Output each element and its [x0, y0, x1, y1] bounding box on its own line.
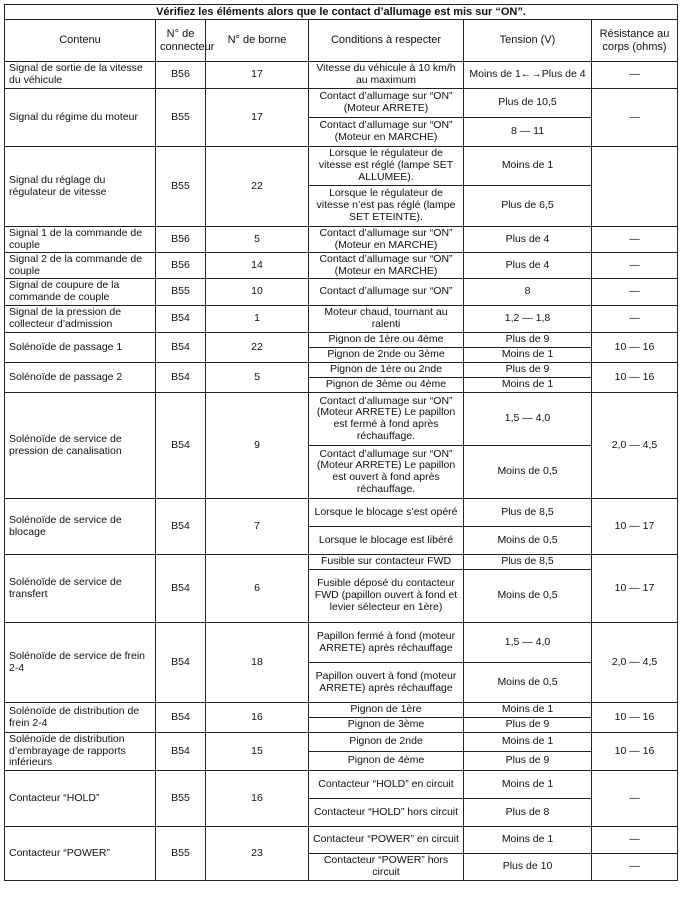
cell-conditions: Pignon de 1ère	[309, 703, 464, 718]
cell-tension: 1,5 — 4,0	[464, 623, 592, 663]
cell-tension: 1,2 — 1,8	[464, 306, 592, 333]
cell-borne: 17	[206, 89, 309, 147]
cell-resistance: —	[592, 279, 678, 306]
cell-conditions: Contact d’allumage sur “ON”	[309, 279, 464, 306]
spec-table	[4, 4, 678, 881]
cell-conditions: Moteur chaud, tournant au ralenti	[309, 306, 464, 333]
cell-conditions: Contact d’allumage sur “ON” (Moteur ARRETE)	[309, 89, 464, 118]
cell-tension: Plus de 8,5	[464, 555, 592, 570]
cell-tension: Moins de 1	[464, 771, 592, 799]
table-row	[5, 227, 678, 253]
cell-connecteur: B54	[156, 333, 206, 363]
cell-conditions: Pignon de 2nde	[309, 733, 464, 752]
cell-contenu: Solénoïde de service de blocage	[5, 499, 156, 555]
cell-connecteur: B56	[156, 227, 206, 253]
table-row	[5, 733, 678, 752]
cell-connecteur: B54	[156, 306, 206, 333]
cell-tension: Moins de 1	[464, 703, 592, 718]
cell-conditions: Lorsque le blocage s’est opéré	[309, 499, 464, 527]
cell-conditions: Fusible sur contacteur FWD	[309, 555, 464, 570]
cell-connecteur: B55	[156, 827, 206, 881]
cell-resistance: 10 — 17	[592, 499, 678, 555]
cell-connecteur: B56	[156, 62, 206, 89]
table-title: Vérifiez les éléments alors que le contact d’allumage est mis sur “ON”.	[5, 5, 678, 20]
cell-tension: Moins de 0,5	[464, 527, 592, 555]
cell-conditions: Lorsque le régulateur de vitesse est réglé (lampe SET ALLUMEE).	[309, 147, 464, 186]
table-row	[5, 89, 678, 118]
cell-tension: Plus de 6,5	[464, 186, 592, 227]
cell-borne: 16	[206, 703, 309, 733]
cell-tension: Moins de 1	[464, 827, 592, 854]
cell-tension: Moins de 1	[464, 378, 592, 393]
cell-tension: Moins de 1←→Plus de 4	[464, 62, 592, 89]
cell-borne: 17	[206, 62, 309, 89]
header-contenu: Contenu	[5, 20, 156, 62]
table-row	[5, 253, 678, 279]
cell-contenu: Contacteur “POWER”	[5, 827, 156, 881]
cell-tension: Moins de 1	[464, 147, 592, 186]
table-row	[5, 147, 678, 186]
cell-conditions: Contact d’allumage sur “ON” (Moteur en MARCHE)	[309, 118, 464, 147]
cell-conditions: Lorsque le blocage est libéré	[309, 527, 464, 555]
cell-resistance: —	[592, 89, 678, 147]
table-row	[5, 363, 678, 378]
cell-contenu: Solénoïde de service de frein 2-4	[5, 623, 156, 703]
cell-borne: 16	[206, 771, 309, 827]
cell-tension: 8 — 11	[464, 118, 592, 147]
cell-borne: 18	[206, 623, 309, 703]
cell-tension: Plus de 9	[464, 718, 592, 733]
table-row	[5, 623, 678, 663]
cell-conditions: Contacteur “POWER” en circuit	[309, 827, 464, 854]
cell-conditions: Contact d’allumage sur “ON” (Moteur ARRETE) Le papillon est fermé à fond après réchauffage.	[309, 393, 464, 446]
cell-tension: Moins de 0,5	[464, 570, 592, 623]
table-row	[5, 393, 678, 446]
cell-conditions: Pignon de 4ème	[309, 752, 464, 771]
cell-connecteur: B55	[156, 89, 206, 147]
cell-tension: Plus de 8	[464, 799, 592, 827]
cell-borne: 22	[206, 147, 309, 227]
cell-resistance: 2,0 — 4,5	[592, 623, 678, 703]
cell-contenu: Solénoïde de distribution de frein 2-4	[5, 703, 156, 733]
cell-borne: 5	[206, 363, 309, 393]
cell-contenu: Solénoïde de distribution d’embrayage de rapports inférieurs	[5, 733, 156, 771]
cell-borne: 22	[206, 333, 309, 363]
cell-tension: Plus de 9	[464, 333, 592, 348]
cell-resistance: —	[592, 62, 678, 89]
cell-tension: 1,5 — 4,0	[464, 393, 592, 446]
cell-conditions: Fusible déposé du contacteur FWD (papillon ouvert à fond et levier sélecteur en 1ère)	[309, 570, 464, 623]
header-resistance: Résistance au corps (ohms)	[592, 20, 678, 62]
cell-tension: Plus de 9	[464, 752, 592, 771]
cell-contenu: Solénoïde de passage 1	[5, 333, 156, 363]
cell-resistance	[592, 147, 678, 227]
cell-contenu: Signal 1 de la commande de couple	[5, 227, 156, 253]
cell-tension: Moins de 0,5	[464, 446, 592, 499]
cell-resistance: —	[592, 771, 678, 827]
cell-tension: 8	[464, 279, 592, 306]
cell-connecteur: B54	[156, 499, 206, 555]
cell-conditions: Contacteur “POWER” hors circuit	[309, 854, 464, 881]
cell-tension: Plus de 8,5	[464, 499, 592, 527]
cell-connecteur: B54	[156, 555, 206, 623]
cell-connecteur: B54	[156, 363, 206, 393]
cell-contenu: Solénoïde de service de transfert	[5, 555, 156, 623]
cell-contenu: Signal de la pression de collecteur d’admission	[5, 306, 156, 333]
cell-connecteur: B55	[156, 147, 206, 227]
cell-conditions: Pignon de 3ème ou 4ème	[309, 378, 464, 393]
table-row	[5, 333, 678, 348]
cell-contenu: Contacteur “HOLD”	[5, 771, 156, 827]
cell-conditions: Contacteur “HOLD” en circuit	[309, 771, 464, 799]
cell-borne: 23	[206, 827, 309, 881]
cell-contenu: Signal de sortie de la vitesse du véhicule	[5, 62, 156, 89]
cell-contenu: Signal de coupure de la commande de couple	[5, 279, 156, 306]
cell-conditions: Pignon de 2nde ou 3ème	[309, 348, 464, 363]
cell-connecteur: B54	[156, 703, 206, 733]
cell-resistance: 10 — 16	[592, 703, 678, 733]
cell-resistance: 10 — 17	[592, 555, 678, 623]
header-tension: Tension (V)	[464, 20, 592, 62]
header-conditions: Conditions à respecter	[309, 20, 464, 62]
cell-contenu: Signal du réglage du régulateur de vitesse	[5, 147, 156, 227]
cell-resistance: 10 — 16	[592, 733, 678, 771]
table-row	[5, 499, 678, 527]
cell-tension: Moins de 1	[464, 733, 592, 752]
cell-connecteur: B54	[156, 393, 206, 499]
cell-conditions: Pignon de 3ème	[309, 718, 464, 733]
table-row	[5, 703, 678, 718]
cell-conditions: Vitesse du véhicule à 10 km/h au maximum	[309, 62, 464, 89]
cell-resistance: 10 — 16	[592, 333, 678, 363]
table-row	[5, 279, 678, 306]
cell-conditions: Pignon de 1ère ou 2nde	[309, 363, 464, 378]
table-row	[5, 306, 678, 333]
cell-conditions: Contacteur “HOLD” hors circuit	[309, 799, 464, 827]
cell-tension: Plus de 4	[464, 227, 592, 253]
cell-contenu: Solénoïde de passage 2	[5, 363, 156, 393]
cell-resistance: —	[592, 306, 678, 333]
cell-conditions: Pignon de 1ère ou 4ème	[309, 333, 464, 348]
cell-connecteur: B55	[156, 279, 206, 306]
cell-conditions: Contact d’allumage sur “ON” (Moteur ARRETE) Le papillon est ouvert à fond après réchauffage.	[309, 446, 464, 499]
cell-resistance: —	[592, 253, 678, 279]
cell-tension: Plus de 9	[464, 363, 592, 378]
cell-connecteur: B55	[156, 771, 206, 827]
cell-borne: 10	[206, 279, 309, 306]
cell-conditions: Contact d’allumage sur “ON” (Moteur en MARCHE)	[309, 227, 464, 253]
cell-contenu: Signal 2 de la commande de couple	[5, 253, 156, 279]
cell-tension: Moins de 0,5	[464, 663, 592, 703]
cell-borne: 7	[206, 499, 309, 555]
cell-borne: 5	[206, 227, 309, 253]
cell-resistance: —	[592, 854, 678, 881]
cell-borne: 15	[206, 733, 309, 771]
cell-resistance: 2,0 — 4,5	[592, 393, 678, 499]
table-row	[5, 827, 678, 854]
table-body	[5, 62, 678, 881]
cell-resistance: —	[592, 827, 678, 854]
cell-conditions: Contact d’allumage sur “ON” (Moteur en MARCHE)	[309, 253, 464, 279]
cell-conditions: Papillon ouvert à fond (moteur ARRETE) après réchauffage	[309, 663, 464, 703]
cell-resistance: 10 — 16	[592, 363, 678, 393]
cell-tension: Moins de 1	[464, 348, 592, 363]
cell-tension: Plus de 10,5	[464, 89, 592, 118]
cell-borne: 14	[206, 253, 309, 279]
cell-borne: 6	[206, 555, 309, 623]
cell-borne: 9	[206, 393, 309, 499]
cell-connecteur: B54	[156, 623, 206, 703]
cell-borne: 1	[206, 306, 309, 333]
cell-resistance: —	[592, 227, 678, 253]
table-row	[5, 555, 678, 570]
cell-connecteur: B54	[156, 733, 206, 771]
cell-tension: Plus de 4	[464, 253, 592, 279]
table-row	[5, 771, 678, 799]
cell-conditions: Lorsque le régulateur de vitesse n’est pas réglé (lampe SET ETEINTE).	[309, 186, 464, 227]
cell-connecteur: B56	[156, 253, 206, 279]
table-row	[5, 62, 678, 89]
cell-tension: Plus de 10	[464, 854, 592, 881]
cell-contenu: Signal du régime du moteur	[5, 89, 156, 147]
header-connecteur: N° de connecteur	[156, 20, 206, 62]
cell-contenu: Solénoïde de service de pression de canalisation	[5, 393, 156, 499]
cell-conditions: Papillon fermé à fond (moteur ARRETE) après réchauffage	[309, 623, 464, 663]
header-borne: N° de borne	[206, 20, 309, 62]
